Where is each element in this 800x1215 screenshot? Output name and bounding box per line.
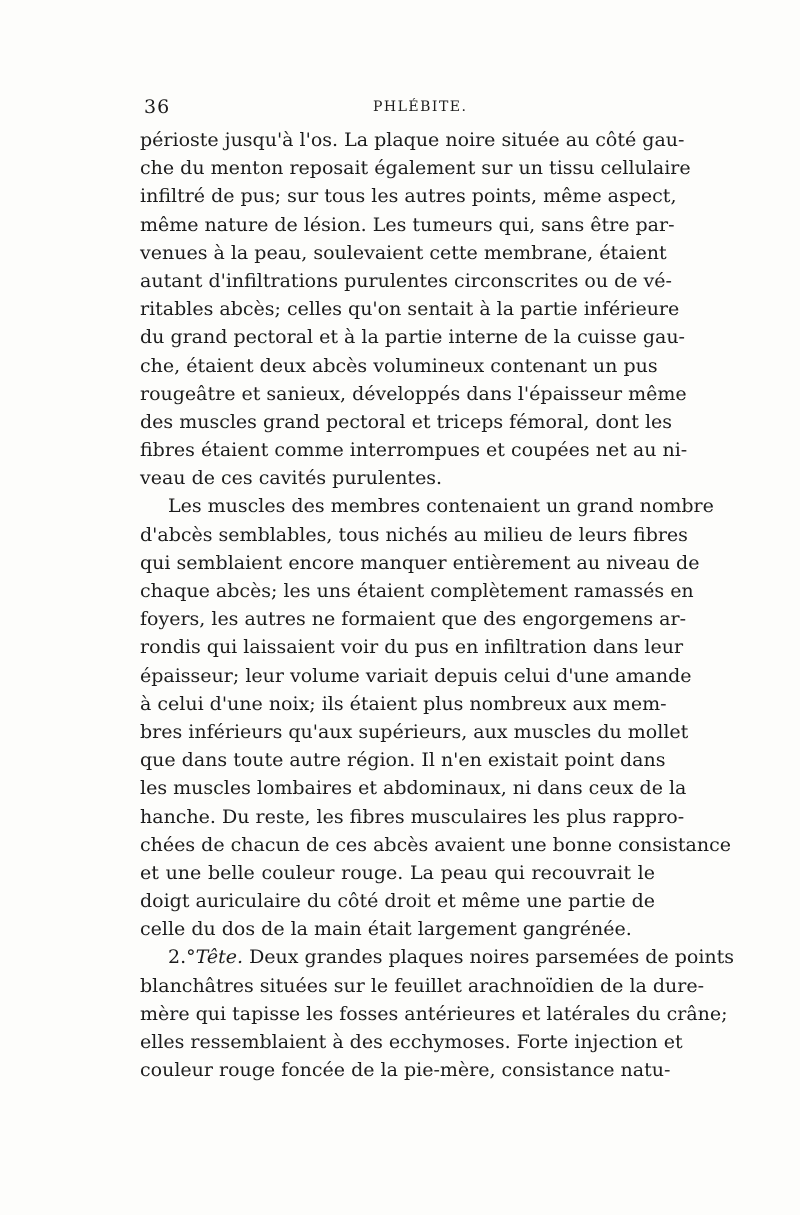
paragraph-3	[140, 943, 735, 1084]
text-line: couleur rouge foncée de la pie-mère, consistance natu-	[140, 1059, 671, 1082]
text-line: les muscles lombaires et abdominaux, ni dans ceux de la	[140, 777, 687, 800]
text-line: Les muscles des membres contenaient un grand nombre	[168, 495, 714, 518]
text-line: périoste jusqu'à l'os. La plaque noire située au côté gau-	[140, 129, 685, 151]
page-number: 36	[144, 96, 171, 118]
text-line: venues à la peau, soulevaient cette membrane, étaient	[140, 241, 667, 264]
text-line: elles ressemblaient à des ecchymoses. Forte injection et	[140, 1031, 683, 1053]
text-line: fibres étaient comme interrompues et coupées net au ni-	[140, 439, 688, 462]
text-line: doigt auriculaire du côté droit et même une partie de	[140, 890, 656, 913]
section-lead-text: Deux grandes plaques noires parsemées de points	[249, 946, 735, 969]
page-header	[140, 96, 660, 122]
text-line: veau de ces cavités purulentes.	[140, 467, 443, 490]
text-line: bres inférieurs qu'aux supérieurs, aux muscles du mollet	[140, 720, 689, 743]
text-line: chées de chacun de ces abcès avaient une bonne consistance	[140, 833, 731, 856]
text-line: autant d'infiltrations purulentes circonscrites ou de vé-	[140, 269, 672, 292]
text-line: du grand pectoral et à la partie interne de la cuisse gau-	[140, 326, 685, 349]
section-title: Tête.	[195, 946, 244, 969]
text-line: des muscles grand pectoral et triceps fémoral, dont les	[140, 410, 673, 433]
text-line: et une belle couleur rouge. La peau qui recouvrait le	[140, 861, 655, 884]
text-line: che du menton reposait également sur un tissu cellulaire	[140, 157, 691, 180]
text-line: chaque abcès; les uns étaient complètement ramassés en	[140, 580, 694, 602]
section-number: 2.°	[168, 946, 196, 969]
text-line: même nature de lésion. Les tumeurs qui, sans être par-	[140, 213, 675, 236]
paragraph-2	[140, 492, 731, 943]
text-line: blanchâtres situées sur le feuillet arachnoïdien de la dure-	[140, 974, 705, 997]
body-text	[140, 126, 735, 1084]
text-line: qui semblaient encore manquer entièrement au niveau de	[140, 551, 700, 574]
text-line: hanche. Du reste, les fibres musculaires les plus rappro-	[140, 805, 685, 828]
text-line: celle du dos de la main était largement gangrénée.	[140, 918, 632, 941]
text-line: épaisseur; leur volume variait depuis celui d'une amande	[140, 664, 692, 687]
text-line: ritables abcès; celles qu'on sentait à la partie inférieure	[140, 298, 680, 321]
paragraph-1	[140, 126, 691, 492]
text-line: rondis qui laissaient voir du pus en infiltration dans leur	[140, 636, 684, 659]
text-line: mère qui tapisse les fosses antérieures et latérales du crâne;	[140, 1002, 728, 1025]
text-line: infiltré de pus; sur tous les autres points, même aspect,	[140, 185, 677, 208]
text-line: che, étaient deux abcès volumineux contenant un pus	[140, 354, 658, 377]
text-line: que dans toute autre région. Il n'en existait point dans	[140, 749, 666, 772]
text-line: foyers, les autres ne formaient que des engorgemens ar-	[140, 608, 687, 631]
text-line: d'abcès semblables, tous nichés au milieu de leurs fibres	[140, 523, 688, 546]
running-title: PHLÉBITE.	[373, 99, 468, 115]
text-line: rougeâtre et sanieux, développés dans l'épaisseur même	[140, 382, 687, 405]
text-line: à celui d'une noix; ils étaient plus nombreux aux mem-	[140, 692, 667, 715]
section-lead-line	[140, 943, 735, 971]
